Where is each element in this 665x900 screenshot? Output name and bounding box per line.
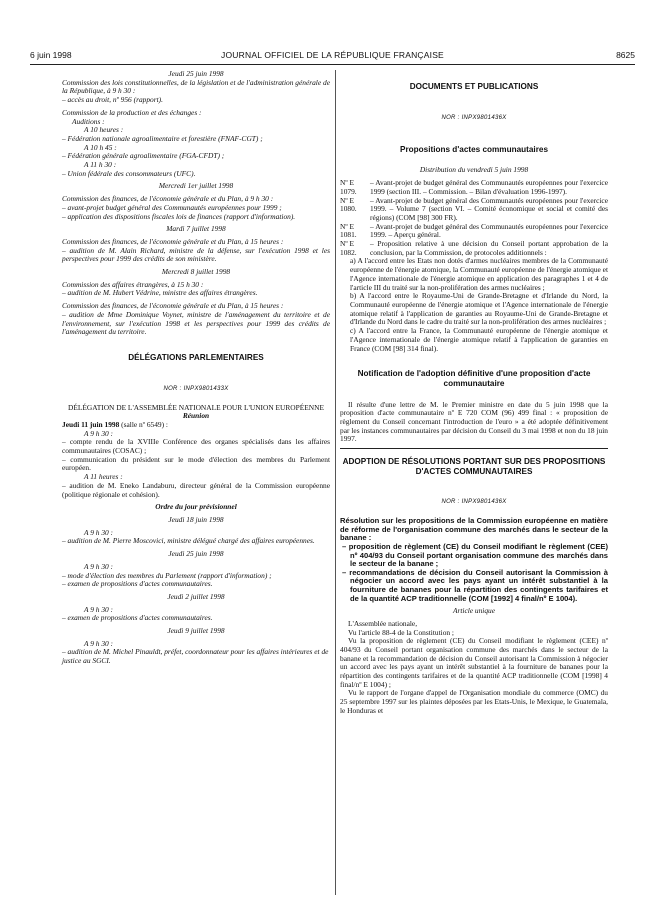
meeting-date: Jeudi 11 juin 1998 (62, 419, 120, 429)
agenda-item: – communication du président sur le mode d'élection des membres du Parlement européen. (62, 454, 330, 473)
commission-heading: Commission des affaires étrangères, à 15 h 30 : (62, 279, 204, 289)
nor-reference: NOR : INPX9801436X (441, 499, 507, 506)
document-text: – Avant-projet de budget général des Communautés européennes pour l'exercice 1999. – Volume 7 (section VI. – Comité économique et social et comité des régions) (COM [98] 300 FR). (370, 195, 608, 222)
resolution-text: L'Assemblée nationale, (348, 618, 418, 628)
document-number: Nº E 1080. (340, 195, 357, 214)
document-entry (340, 179, 608, 196)
time-label: A 9 h 30 : (84, 561, 114, 571)
date-heading: Jeudi 18 juin 1998 (168, 515, 224, 524)
date-heading: Jeudi 2 juillet 1998 (167, 591, 225, 601)
document-entry (340, 223, 608, 240)
agenda-item: – accès au droit, nº 956 (rapport). (62, 95, 163, 105)
date-heading: Jeudi 9 juillet 1998 (167, 626, 225, 636)
protocol-paragraph: a) A l'accord entre les Etats non dotés d'armes nucléaires membres de la Communauté européenne de l'énergie atomique, la Communauté européenne de l'énergie atomique et l'Agence internationale de l'énergie atomique en application des paragraphes 1 et 4 de l'article III du traité sur la non-prolifération des armes nucléaires ; (350, 256, 608, 292)
commission-heading: Commission des lois constitutionnelles, de la législation et de l'administration générale de la République, à 9 h 30 : (62, 77, 330, 96)
protocol-paragraph: c) A l'accord entre la France, la Communauté européenne de l'énergie atomique et l'Agence internationale de l'énergie atomique relatif à l'application de garanties en France (COM [98] 314 final). (350, 326, 608, 353)
nor-reference: NOR : INPX9801433X (163, 385, 229, 392)
notification-text: Il résulte d'une lettre de M. le Premier ministre en date du 5 juin 1998 que la proposition d'acte communautaire nº E 720 COM (96) 499 final : « proposition de règlement du Conseil concernant l'introduction de l'euro » a été adoptée définitivement par les instances communautaires par décision du Conseil du 3 mai 1998 et non du 18 juin 1997. (340, 399, 608, 444)
time-label: A 9 h 30 : (84, 428, 114, 438)
column-divider (335, 70, 336, 895)
document-text: – Avant-projet de budget général des Communautés européennes pour l'exercice 1999. – Aperçu général. (370, 221, 608, 240)
time-label: A 10 h 45 : (84, 142, 117, 152)
agenda-item: – examen de propositions d'actes communautaires. (62, 579, 213, 589)
agenda-item: – audition de M. Alain Richard, ministre de la défense, sur l'exécution 1998 et les perspectives pour 1999 des crédits de son ministère. (62, 245, 330, 264)
agenda-heading: Ordre du jour prévisionnel (155, 502, 237, 512)
header-date: 6 juin 1998 (30, 50, 72, 60)
page-header (30, 50, 635, 64)
left-column (62, 70, 330, 666)
sub-heading: Auditions : (72, 116, 105, 126)
time-label: A 10 heures : (84, 125, 124, 135)
time-label: A 9 h 30 : (84, 638, 114, 648)
commission-heading: Commission des finances, de l'économie générale et du Plan, à 15 heures : (62, 236, 284, 246)
header-title: JOURNAL OFFICIEL DE LA RÉPUBLIQUE FRANÇAISE (221, 50, 444, 60)
commission-heading: Commission des finances, de l'économie générale et du Plan, à 9 h 30 : (62, 194, 274, 204)
resolution-main: Résolution sur les propositions de la Commission européenne en matière de réforme de l'organisation commune des marchés dans le secteur de la banane : (340, 516, 608, 543)
header-page-number: 8625 (616, 50, 635, 60)
header-rule (30, 64, 635, 65)
subsection-title: Propositions d'actes communautaires (400, 144, 548, 154)
resolution-point: – recommandations de décision du Conseil autorisant la Commission à négocier un accord avec les pays ayant un intérêt substantiel à la fourniture de bananes pour la répartition des contingents tarifaires et de la quantité ACP traditionnelle (COM [1992] 4 final/nº E 1004). (342, 567, 608, 603)
date-heading: Mercredi 8 juillet 1998 (161, 267, 231, 277)
nor-reference: NOR : INPX9801436X (441, 114, 507, 121)
agenda-item: – audition de M. Hubert Védrine, ministre des affaires étrangères. (62, 288, 258, 298)
resolution-text: Vu l'article 88-4 de la Constitution ; (348, 627, 454, 637)
time-label: A 9 h 30 : (84, 604, 114, 614)
resolution-text: Vu la proposition de règlement (CE) du Conseil modifiant le règlement (CEE) nº 404/93 du Conseil portant organisation commune des marchés dans le secteur de la banane et la recommandation de décision du Conseil autorisant la Commission à négocier un accord avec les pays ayant un intérêt substantiel à la fourniture de bananes pour la répartition des contingents tarifaires et de la quantité ACP traditionnelle (COM [1998] 4 final/nº E 1004) ; (340, 636, 608, 689)
resolution-text: Vu le rapport de l'organe d'appel de l'Organisation mondiale du commerce (OMC) du 25 septembre 1997 sur les plaintes déposées par les Etats-Unis, le Mexique, le Guatemala, le Honduras et (340, 688, 608, 715)
agenda-item: – Fédération nationale agroalimentaire et forestière (FNAF-CGT) ; (62, 133, 263, 143)
protocol-paragraph: b) A l'accord entre le Royaume-Uni de Grande-Bretagne et d'Irlande du Nord, la Communauté européenne de l'énergie atomique et l'Agence internationale de l'énergie atomique relatif à l'application de garanties au Royaume-Uni de Grande-Bretagne et d'Irlande du Nord dans le cadre du traité sur la non-prolifération des armes nucléaires ; (350, 291, 608, 327)
resolution-point: – proposition de règlement (CE) du Conseil modifiant le règlement (CEE) nº 404/93 du Conseil portant organisation commune des marchés dans le secteur de la banane ; (342, 541, 608, 569)
notification-title: Notification de l'adoption définitive d'une proposition d'acte communautaire (357, 369, 591, 388)
agenda-item: – audition de M. Eneko Landaburu, directeur général de la Commission européenne (politique régionale et cohésion). (62, 480, 330, 499)
time-label: A 9 h 30 : (84, 527, 114, 537)
time-label: A 11 h 30 : (84, 160, 117, 170)
date-heading: Jeudi 25 juin 1998 (168, 549, 224, 559)
document-entry (340, 240, 608, 257)
date-heading: Mardi 7 juillet 1998 (166, 224, 226, 234)
document-text: – Proposition relative à une décision du Conseil portant approbation de la conclusion, par la Commission, de protocoles additionnels : (370, 239, 608, 257)
section-rule (340, 448, 608, 449)
date-heading: Mercredi 1er juillet 1998 (158, 181, 234, 191)
delegation-name: DÉLÉGATION DE L'ASSEMBLÉE NATIONALE POUR L'UNION EUROPÉENNE (68, 402, 324, 412)
agenda-item: – mode d'élection des membres du Parlement (rapport d'information) ; (62, 570, 272, 580)
document-text: – Avant-projet de budget général des Communautés européennes pour l'exercice 1999 (section III. – Commission. – Bilan d'évaluation 1996-1997). (370, 178, 608, 196)
commission-heading: Commission de la production et des échanges : (62, 107, 202, 117)
agenda-item: – compte rendu de la XVIIIe Conférence des organes spécialisés dans les affaires communautaires (COSAC) ; (62, 437, 330, 456)
agenda-item: – Union fédérale des consommateurs (UFC). (62, 168, 196, 178)
agenda-item: – audition de M. Pierre Moscovici, ministre délégué chargé des affaires européennes. (62, 536, 315, 546)
section-title: ADOPTION DE RÉSOLUTIONS PORTANT SUR DES PROPOSITIONS D'ACTES COMMUNAUTAIRES (342, 457, 606, 476)
section-title: DÉLÉGATIONS PARLEMENTAIRES (128, 353, 264, 363)
commission-heading: Commission des finances, de l'économie générale et du Plan, à 15 heures : (62, 301, 284, 311)
section-title: DOCUMENTS ET PUBLICATIONS (409, 82, 539, 92)
agenda-item: – examen de propositions d'actes communautaires. (62, 613, 213, 623)
agenda-item: – audition de M. Michel Pinauldt, préfet, coordonnateur pour les affaires intérieures et de justice au SGCI. (62, 647, 329, 666)
date-heading: Jeudi 25 juin 1998 (168, 69, 224, 78)
article-heading: Article unique (452, 606, 496, 616)
agenda-item: – Fédération générale agroalimentaire (FGA-CFDT) ; (62, 151, 225, 161)
agenda-item: – avant-projet budget général des Communautés européennes pour 1999 ; (62, 202, 282, 212)
meeting-room: (salle nº 6549) : (121, 419, 168, 429)
agenda-item: – application des dispositions fiscales lois de finances (rapport d'information). (62, 211, 296, 221)
agenda-item: – audition de Mme Dominique Voynet, ministre de l'aménagement du territoire et de l'environnement, sur l'exécution 1998 et les perspectives pour 1999 des crédits de l'aménagement du territoire. (62, 309, 330, 337)
document-number: Nº E 1082. (340, 239, 357, 257)
document-number: Nº E 1079. (340, 178, 357, 196)
distribution-date: Distribution du vendredi 5 juin 1998 (419, 165, 529, 175)
time-label: A 11 heures : (84, 472, 123, 482)
resolution-title (340, 517, 608, 603)
meeting-heading: Réunion (182, 411, 210, 421)
document-number: Nº E 1081. (340, 221, 357, 240)
document-entry (340, 197, 608, 223)
right-column (340, 70, 608, 716)
